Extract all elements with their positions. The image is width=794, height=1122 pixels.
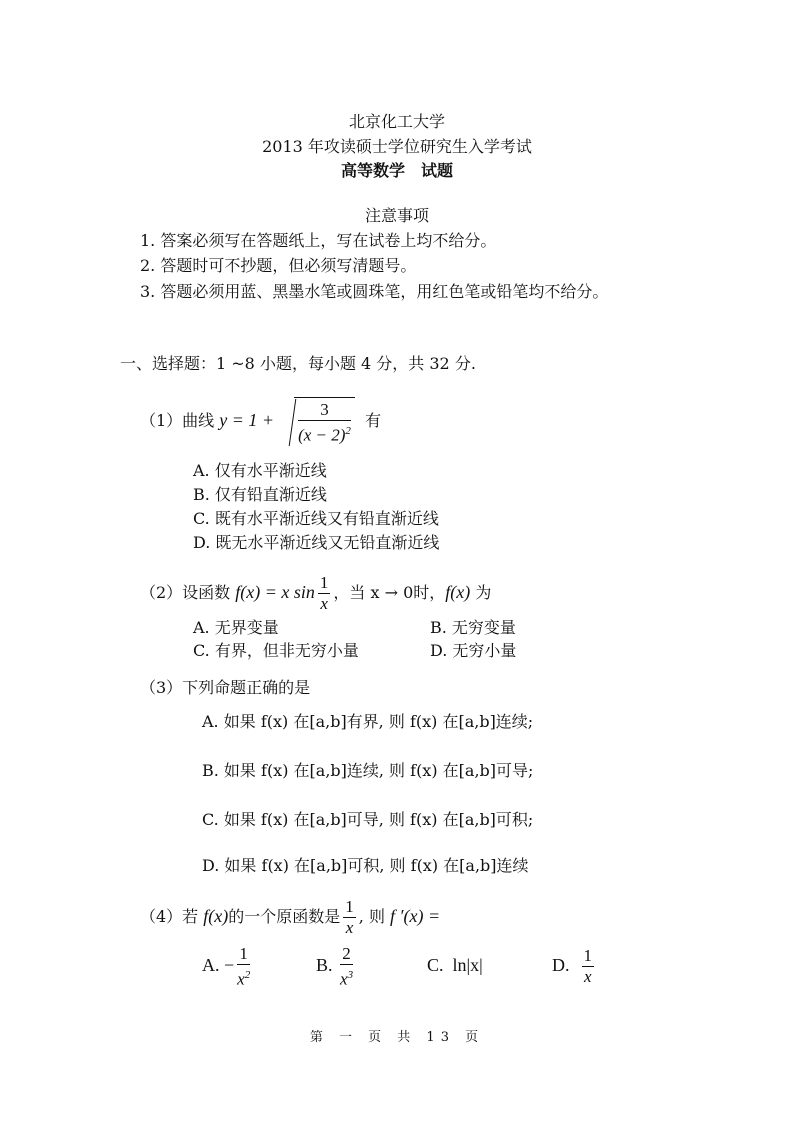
- option-label: D.: [552, 955, 570, 975]
- q4-option-b: [316, 943, 356, 990]
- exam-title: 2013 年攻读硕士学位研究生入学考试: [262, 137, 532, 156]
- denominator: (x − 2): [298, 425, 346, 445]
- denominator: x: [320, 594, 328, 613]
- option-label: B.: [316, 955, 333, 975]
- q4-option-d: [552, 943, 597, 987]
- q2-mid: ，当 x → 0时，: [333, 583, 446, 602]
- q1-lhs: y = 1 +: [219, 410, 275, 430]
- exponent: 2: [244, 969, 251, 982]
- q4-fprime: f ′(x) =: [390, 906, 441, 926]
- option-expr: ln|x|: [452, 955, 483, 975]
- q1-prefix: （1）曲线: [140, 411, 220, 430]
- notice-item: 1. 答案必须写在答题纸上，写在试卷上均不给分。: [140, 231, 497, 250]
- q1-option: C. 既有水平渐近线又有铅直渐近线: [193, 509, 439, 528]
- q1-suffix: 有: [365, 411, 382, 430]
- subject-title: 高等数学 试题: [340, 161, 453, 180]
- denominator: x: [345, 918, 354, 937]
- minus-sign: −: [224, 955, 235, 975]
- numerator: 1: [583, 946, 592, 966]
- q4-option-a: [202, 943, 253, 990]
- option-label: C.: [427, 955, 444, 975]
- q2-option: D. 无穷小量: [430, 641, 517, 660]
- numerator: 3: [298, 400, 351, 421]
- denominator: x: [583, 967, 592, 987]
- page-footer: 第 一 页 共 13 页: [309, 1030, 485, 1045]
- numerator: 2: [340, 944, 353, 965]
- notice-item: 2. 答题时可不抄题，但必须写清题号。: [140, 256, 417, 275]
- denominator: x: [340, 969, 348, 989]
- q2-fx: f(x): [445, 582, 471, 602]
- numerator: 1: [237, 944, 250, 965]
- q4-tail: , 则: [358, 907, 391, 926]
- q3-option: A. 如果 f(x) 在[a,b]有界, 则 f(x) 在[a,b]连续;: [202, 712, 534, 731]
- q2-suffix: 为: [470, 583, 492, 602]
- q2-option: A. 无界变量: [193, 618, 279, 637]
- q4-option-c: [427, 943, 483, 987]
- denominator: x: [237, 969, 245, 989]
- option-label: A.: [202, 955, 220, 975]
- q3-option: C. 如果 f(x) 在[a,b]可导, 则 f(x) 在[a,b]可积;: [202, 810, 534, 829]
- notice-title: 注意事项: [364, 206, 429, 225]
- section-title: 一、选择题：1 ~8 小题，每小题 4 分，共 32 分.: [120, 354, 476, 373]
- q2-prefix: （2）设函数: [140, 583, 236, 602]
- q4-fx: f(x): [203, 906, 229, 926]
- university-name: 北京化工大学: [348, 112, 445, 131]
- numerator: 1: [319, 573, 329, 592]
- q1-option: B. 仅有铅直渐近线: [193, 485, 327, 504]
- question-2: [140, 570, 491, 615]
- q3-option: D. 如果 f(x) 在[a,b]可积, 则 f(x) 在[a,b]连续: [202, 856, 529, 875]
- q2-option: B. 无穷变量: [430, 618, 516, 637]
- sqrt-symbol: [278, 397, 355, 446]
- exponent: 3: [347, 969, 354, 982]
- exponent: 2: [345, 425, 351, 438]
- q4-prefix: （4）若: [140, 907, 204, 926]
- q3-option: B. 如果 f(x) 在[a,b]连续, 则 f(x) 在[a,b]可导;: [202, 761, 534, 780]
- q2-lhs: f(x) = x sin: [235, 582, 315, 602]
- question-1: [140, 396, 381, 446]
- q1-option: D. 既无水平渐近线又无铅直渐近线: [193, 533, 440, 552]
- q4-mid: 的一个原函数是: [228, 907, 341, 926]
- numerator: 1: [345, 897, 354, 916]
- notice-item: 3. 答题必须用蓝、黑墨水笔或圆珠笔，用红色笔或铅笔均不给分。: [140, 282, 609, 301]
- q1-option: A. 仅有水平渐近线: [193, 461, 327, 480]
- question-4: [140, 894, 440, 939]
- q2-option: C. 有界，但非无穷小量: [193, 641, 359, 660]
- question-3: （3）下列命题正确的是: [140, 678, 311, 697]
